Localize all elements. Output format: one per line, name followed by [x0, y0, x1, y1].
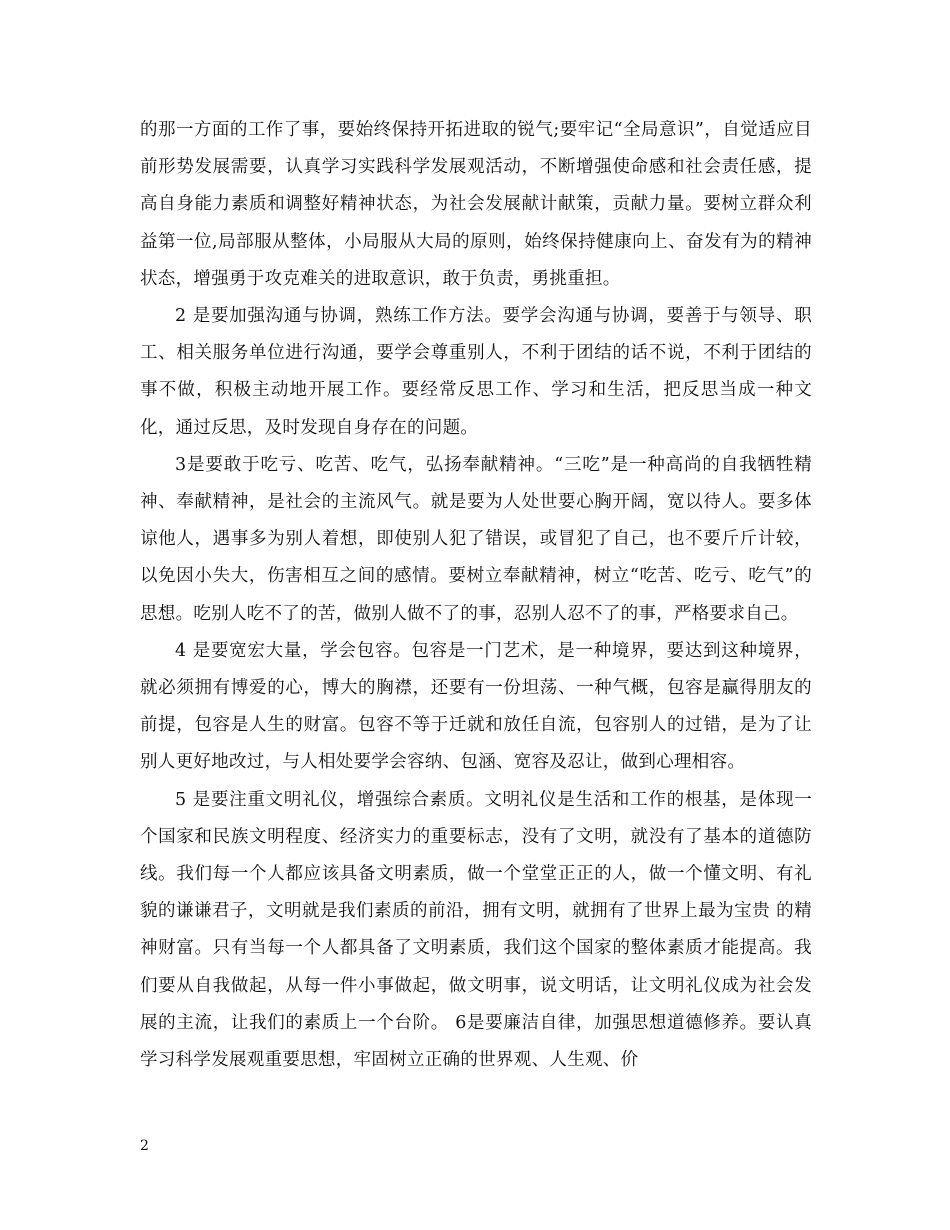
paragraph-1: 的那一方面的工作了事，要始终保持开拓进取的锐气;要牢记“全局意识”，自觉适应目前形势发展需要，认真学习实践科学发展观活动，不断增强使命感和社会责任感，提高自身能力素质和调整好精神状态，为社会发展献计献策，贡献力量。要树立群众利益第一位,局部服从整体，小局服从大局的原则，始终保持健康向上、奋发有为的精神状态，增强勇于攻克难关的进取意识，敢于负责，勇挑重担。 [140, 120, 812, 289]
paragraph-4: 4 是要宽宏大量，学会包容。包容是一门艺术，是一种境界，要达到这种境界，就必须拥有博爱的心，博大的胸襟，还要有一份坦荡、一种气概，包容是赢得朋友的前提，包容是人生的财富。包容不等于迁就和放任自流，包容别人的过错，是为了让别人更好地改过，与人相处要学会容纳、包涵、宽容及忍让，做到心理相容。 [140, 640, 812, 773]
paragraph-3: 3是要敢于吃亏、吃苦、吃气，弘扬奉献精神。“三吃”是一种高尚的自我牺牲精神、奉献精神，是社会的主流风气。就是要为人处世要心胸开阔，宽以待人。要多体谅他人，遇事多为别人着想，即使别人犯了错误，或冒犯了自己，也不要斤斤计较，以免因小失大，伤害相互之间的感情。要树立奉献精神，树立“吃苦、吃亏、吃气”的思想。吃别人吃不了的苦，做别人做不了的事，忍别人忍不了的事，严格要求自己。 [140, 454, 812, 624]
paragraph-5: 5 是要注重文明礼仪，增强综合素质。文明礼仪是生活和工作的根基，是体现一个国家和民族文明程度、经济实力的重要标志，没有了文明，就没有了基本的道德防线。我们每一个人都应该具备文明素质，做一个堂堂正正的人，做一个懂文明、有礼貌的谦谦君子，文明就是我们素质的前沿，拥有文明，就拥有了世界上最为宝贵 的精神财富。只有当每一个人都具备了文明素质，我们这个国家的整体素质才能提高。我们要从自我做起，从每一件小事做起，做文明事，说文明话，让文明礼仪成为社会发展的主流，让我们的素质上一个台阶。 6是要廉洁自律，加强思想道德修养。要认真学习科学发展观重要思想，牢固树立正确的世界观、人生观、价 [140, 789, 812, 1071]
page-number: 2 [140, 1138, 149, 1154]
paragraph-2: 2 是要加强沟通与协调，熟练工作方法。要学会沟通与协调，要善于与领导、职工、相关服务单位进行沟通，要学会尊重别人，不利于团结的话不说，不利于团结的事不做，积极主动地开展工作。要经常反思工作、学习和生活，把反思当成一种文化，通过反思，及时发现自身存在的问题。 [140, 306, 812, 438]
document-body [140, 112, 812, 1079]
